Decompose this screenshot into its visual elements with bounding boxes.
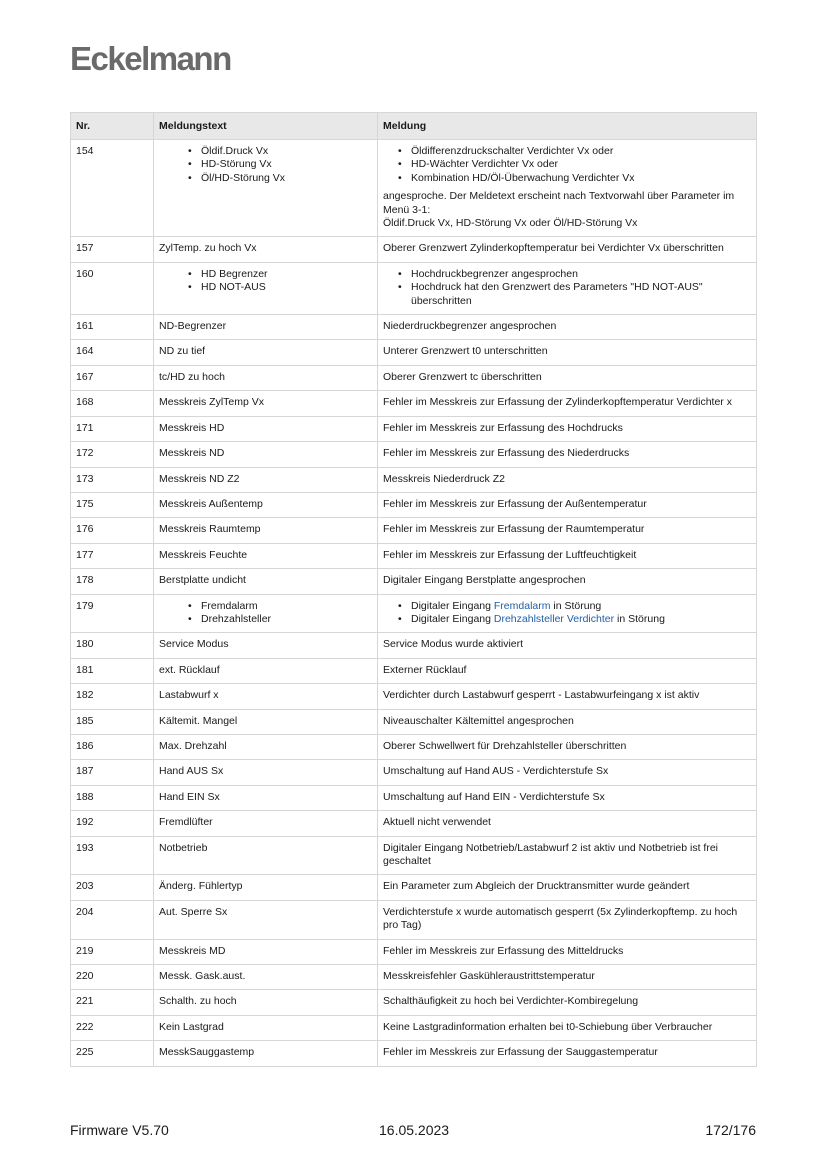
- table-row: [71, 939, 757, 964]
- table-row: [71, 237, 757, 262]
- list-item: • HD NOT-AUS: [201, 281, 372, 294]
- cell-meldung: Fehler im Messkreis zur Erfassung des Mitteldrucks: [378, 939, 757, 964]
- cell-meldung: Oberer Schwellwert für Drehzahlsteller überschritten: [378, 734, 757, 759]
- cell-meldung: Schalthäufigkeit zu hoch bei Verdichter-Kombiregelung: [378, 990, 757, 1015]
- table-row: [71, 543, 757, 568]
- footer-page-number: 172/176: [705, 1122, 756, 1138]
- cell-nr: 176: [71, 518, 154, 543]
- cell-nr: 187: [71, 760, 154, 785]
- list-item: • Hochdruckbegrenzer angesprochen: [411, 268, 751, 281]
- cell-meldungstext: Berstplatte undicht: [154, 569, 378, 594]
- table-row: [71, 875, 757, 900]
- cell-nr: 179: [71, 594, 154, 633]
- footer-date: 16.05.2023: [379, 1122, 450, 1138]
- table-row: [71, 140, 757, 237]
- cell-nr: 222: [71, 1015, 154, 1040]
- table-row: [71, 315, 757, 340]
- table-header-row: [71, 113, 757, 140]
- cell-nr: 182: [71, 684, 154, 709]
- cell-meldungstext: Messkreis ND Z2: [154, 467, 378, 492]
- cell-meldung: Fehler im Messkreis zur Erfassung der Sauggastemperatur: [378, 1041, 757, 1066]
- table-row: [71, 365, 757, 390]
- list-item: • HD Begrenzer: [201, 268, 372, 281]
- cell-nr: 173: [71, 467, 154, 492]
- cell-nr: 168: [71, 391, 154, 416]
- cell-nr: 171: [71, 416, 154, 441]
- list-item: • Hochdruck hat den Grenzwert des Parameters "HD NOT-AUS" überschritten: [411, 281, 751, 308]
- cell-meldungstext: Änderg. Fühlertyp: [154, 875, 378, 900]
- cell-meldung: Digitaler Eingang Notbetrieb/Lastabwurf 2 ist aktiv und Notbetrieb ist frei geschaltet: [378, 836, 757, 875]
- cell-nr: 178: [71, 569, 154, 594]
- cell-meldung: Umschaltung auf Hand AUS - Verdichterstufe Sx: [378, 760, 757, 785]
- note-text: angesproche. Der Meldetext erscheint nach Textvorwahl über Parameter im Menü 3-1:: [383, 190, 735, 216]
- table-row: [71, 594, 757, 633]
- cell-meldung: Fehler im Messkreis zur Erfassung der Zylinderkopftemperatur Verdichter x: [378, 391, 757, 416]
- cell-meldungstext: Service Modus: [154, 633, 378, 658]
- cell-meldungstext: Messkreis Feuchte: [154, 543, 378, 568]
- cell-nr: 203: [71, 875, 154, 900]
- table-row: [71, 785, 757, 810]
- table-row: [71, 836, 757, 875]
- cell-meldungstext: Messk. Gask.aust.: [154, 965, 378, 990]
- cell-meldungstext: Messkreis MD: [154, 939, 378, 964]
- cell-nr: 181: [71, 658, 154, 683]
- table-row: [71, 1015, 757, 1040]
- text-segment: in Störung: [550, 599, 602, 612]
- table-row: [71, 684, 757, 709]
- text-segment: Digitaler Eingang: [411, 612, 494, 625]
- table-row: [71, 734, 757, 759]
- cell-meldung: Aktuell nicht verwendet: [378, 811, 757, 836]
- list-item: • HD-Wächter Verdichter Vx oder: [411, 158, 751, 171]
- cell-meldungstext: ZylTemp. zu hoch Vx: [154, 237, 378, 262]
- cell-meldungstext: Lastabwurf x: [154, 684, 378, 709]
- cell-meldungstext: tc/HD zu hoch: [154, 365, 378, 390]
- fremdalarm-link[interactable]: Fremdalarm: [493, 599, 551, 612]
- cell-meldungstext: Kein Lastgrad: [154, 1015, 378, 1040]
- cell-nr: 172: [71, 442, 154, 467]
- cell-nr: 185: [71, 709, 154, 734]
- cell-nr: 193: [71, 836, 154, 875]
- cell-meldung: Verdichter durch Lastabwurf gesperrt - Lastabwurfeingang x ist aktiv: [378, 684, 757, 709]
- header-meldung: Meldung: [378, 113, 757, 140]
- cell-meldungstext: ext. Rücklauf: [154, 658, 378, 683]
- cell-nr: 164: [71, 340, 154, 365]
- table-row: [71, 760, 757, 785]
- table-row: [71, 492, 757, 517]
- cell-meldung: Externer Rücklauf: [378, 658, 757, 683]
- cell-meldung: Messkreisfehler Gaskühleraustrittstemperatur: [378, 965, 757, 990]
- list-item: • Öldif.Druck Vx: [201, 145, 372, 158]
- table-row: [71, 262, 757, 314]
- list-item: • Öl/HD-Störung Vx: [201, 172, 372, 185]
- table-row: [71, 391, 757, 416]
- table-row: [71, 811, 757, 836]
- list-item: • Kombination HD/Öl-Überwachung Verdichter Vx: [411, 172, 751, 185]
- header-meldungstext: Meldungstext: [154, 113, 378, 140]
- cell-nr: 204: [71, 900, 154, 939]
- cell-meldungstext: Messkreis ND: [154, 442, 378, 467]
- table-row: [71, 518, 757, 543]
- table-row: [71, 990, 757, 1015]
- cell-meldung: [378, 140, 757, 237]
- cell-meldungstext: Messkreis Raumtemp: [154, 518, 378, 543]
- cell-meldungstext: ND zu tief: [154, 340, 378, 365]
- table-row: [71, 965, 757, 990]
- cell-nr: 161: [71, 315, 154, 340]
- cell-meldung: [378, 594, 757, 633]
- cell-meldungstext: [154, 262, 378, 314]
- cell-nr: 192: [71, 811, 154, 836]
- table-row: [71, 569, 757, 594]
- cell-nr: 219: [71, 939, 154, 964]
- cell-meldungstext: Hand AUS Sx: [154, 760, 378, 785]
- cell-meldung: Messkreis Niederdruck Z2: [378, 467, 757, 492]
- cell-nr: 188: [71, 785, 154, 810]
- cell-nr: 180: [71, 633, 154, 658]
- table-row: [71, 467, 757, 492]
- cell-meldung: Oberer Grenzwert tc überschritten: [378, 365, 757, 390]
- cell-nr: 154: [71, 140, 154, 237]
- cell-meldungstext: Messkreis Außentemp: [154, 492, 378, 517]
- cell-meldung: Oberer Grenzwert Zylinderkopftemperatur bei Verdichter Vx überschritten: [378, 237, 757, 262]
- cell-meldung: Fehler im Messkreis zur Erfassung des Hochdrucks: [378, 416, 757, 441]
- table-row: [71, 633, 757, 658]
- cell-meldung: Umschaltung auf Hand EIN - Verdichterstufe Sx: [378, 785, 757, 810]
- cell-meldungstext: [154, 594, 378, 633]
- footer-firmware: Firmware V5.70: [70, 1122, 169, 1138]
- cell-nr: 186: [71, 734, 154, 759]
- list-item: [411, 600, 751, 613]
- cell-meldung: Fehler im Messkreis zur Erfassung der Außentemperatur: [378, 492, 757, 517]
- cell-meldung: Unterer Grenzwert t0 unterschritten: [378, 340, 757, 365]
- list-item: • Fremdalarm: [201, 600, 372, 613]
- cell-meldungstext: Aut. Sperre Sx: [154, 900, 378, 939]
- cell-nr: 175: [71, 492, 154, 517]
- cell-meldung: Fehler im Messkreis zur Erfassung der Raumtemperatur: [378, 518, 757, 543]
- list-item: [411, 613, 751, 626]
- table-row: [71, 658, 757, 683]
- cell-nr: 157: [71, 237, 154, 262]
- cell-nr: 220: [71, 965, 154, 990]
- table-row: [71, 709, 757, 734]
- table-row: [71, 442, 757, 467]
- note-text: Öldif.Druck Vx, HD-Störung Vx oder Öl/HD-Störung Vx: [383, 217, 638, 230]
- cell-meldungstext: Hand EIN Sx: [154, 785, 378, 810]
- cell-meldungstext: [154, 140, 378, 237]
- company-logo: Eckelmann: [70, 40, 231, 77]
- cell-meldungstext: Messkreis HD: [154, 416, 378, 441]
- list-item: • HD-Störung Vx: [201, 158, 372, 171]
- cell-meldung: Service Modus wurde aktiviert: [378, 633, 757, 658]
- cell-nr: 167: [71, 365, 154, 390]
- list-item: • Drehzahlsteller: [201, 613, 372, 626]
- cell-meldungstext: Messkreis ZylTemp Vx: [154, 391, 378, 416]
- list-item: • Öldifferenzdruckschalter Verdichter Vx oder: [411, 145, 751, 158]
- cell-nr: 160: [71, 262, 154, 314]
- message-table: [70, 112, 757, 1067]
- text-segment: Digitaler Eingang: [411, 599, 494, 612]
- header-nr: Nr.: [71, 113, 154, 140]
- cell-meldung: Niveauschalter Kältemittel angesprochen: [378, 709, 757, 734]
- table-row: [71, 416, 757, 441]
- table-row: [71, 340, 757, 365]
- cell-meldungstext: Kältemit. Mangel: [154, 709, 378, 734]
- cell-meldung: Keine Lastgradinformation erhalten bei t0-Schiebung über Verbraucher: [378, 1015, 757, 1040]
- cell-meldung: Niederdruckbegrenzer angesprochen: [378, 315, 757, 340]
- cell-nr: 221: [71, 990, 154, 1015]
- cell-meldung: Verdichterstufe x wurde automatisch gesperrt (5x Zylinderkopftemp. zu hoch pro Tag): [378, 900, 757, 939]
- cell-meldungstext: Notbetrieb: [154, 836, 378, 875]
- table-row: [71, 900, 757, 939]
- cell-meldung: [378, 262, 757, 314]
- cell-nr: 225: [71, 1041, 154, 1066]
- cell-meldungstext: Schalth. zu hoch: [154, 990, 378, 1015]
- cell-meldungstext: Fremdlüfter: [154, 811, 378, 836]
- cell-meldung: Fehler im Messkreis zur Erfassung des Niederdrucks: [378, 442, 757, 467]
- cell-meldung: Ein Parameter zum Abgleich der Drucktransmitter wurde geändert: [378, 875, 757, 900]
- text-segment: in Störung: [614, 612, 665, 625]
- cell-meldung: Fehler im Messkreis zur Erfassung der Luftfeuchtigkeit: [378, 543, 757, 568]
- cell-meldung: Digitaler Eingang Berstplatte angesprochen: [378, 569, 757, 594]
- cell-meldungstext: ND-Begrenzer: [154, 315, 378, 340]
- meldung-note: [383, 190, 751, 230]
- table-row: [71, 1041, 757, 1066]
- cell-nr: 177: [71, 543, 154, 568]
- cell-meldungstext: Max. Drehzahl: [154, 734, 378, 759]
- cell-meldungstext: MesskSauggastemp: [154, 1041, 378, 1066]
- drehzahlsteller-link[interactable]: Drehzahlsteller Verdichter: [493, 612, 615, 625]
